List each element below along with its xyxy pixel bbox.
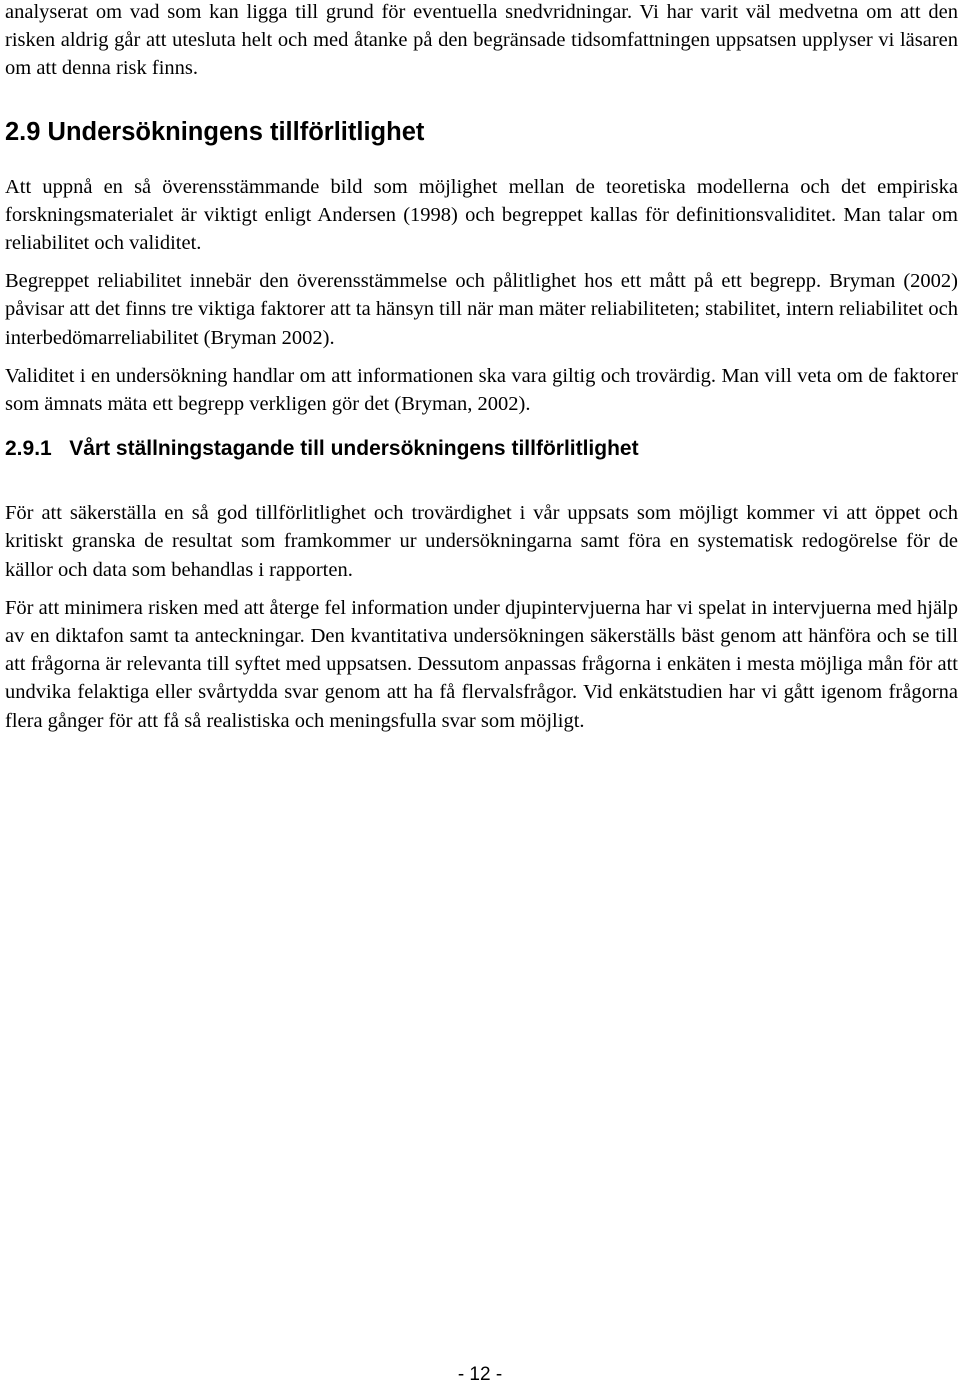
paragraph-granskning: För att säkerställa en så god tillförlitlighet och trovärdighet i vår uppsats som möjligt kommer vi att öppet och kritiskt granska de resultat som framkommer ur undersökningarna samt föra en systematisk redogörelse för de källor och data som behandlas i rapporten.	[5, 502, 958, 581]
page-number: - 12 -	[457, 1364, 503, 1385]
intro-paragraph: analyserat om vad som kan ligga till grund för eventuella snedvridningar. Vi har varit väl medvetna om att den risken aldrig går att utesluta helt och med åtanke på den begränsade tidsomfattningen uppsatsen upplyser vi läsaren om att denna risk finns.	[5, 1, 958, 80]
section-heading-2-9: 2.9 Undersökningens tillförlitlighet	[5, 117, 425, 146]
paragraph-metod: För att minimera risken med att återge fel information under djupintervjuerna har vi spelat in intervjuerna med hjälp av en diktafon samt ta anteckningar. Den kvantitativa undersökningen säkerställs bäst genom att hänföra och se till att frågorna är relevanta till syftet med uppsatsen. Dessutom anpassas frågorna i enkäten i mesta möjliga mån för att undvika felaktiga eller svårtydda svar genom att ha få flervalsfrågor. Vid enkätstudien har vi gått igenom frågorna flera gånger för att få så realistiska och meningsfulla svar som möjligt.	[5, 596, 958, 732]
document-page	[5, 0, 958, 735]
paragraph-reliabilitet: Begreppet reliabilitet innebär den överensstämmelse och pålitlighet hos ett mått på ett begrepp. Bryman (2002) påvisar att det finns tre viktiga faktorer att ta hänsyn till när man mäter reliabiliteten; stabilitet, intern reliabilitet och interbedömarreliabilitet (Bryman 2002).	[5, 270, 958, 349]
paragraph-definitionsvaliditet: Att uppnå en så överensstämmande bild som möjlighet mellan de teoretiska modellerna och det empiriska forskningsmaterialet är viktigt enligt Andersen (1998) och begreppet kallas för definitionsvaliditet. Man talar om reliabilitet och validitet.	[5, 175, 958, 255]
paragraph-validitet: Validitet i en undersökning handlar om att informationen ska vara giltig och trovärdig. Man vill veta om de faktorer som ämnats mäta ett begrepp verkligen gör det (Bryman, 2002).	[5, 364, 958, 416]
section-heading-2-9-1: 2.9.1 Vårt ställningstagande till undersökningens tillförlitlighet	[5, 437, 639, 461]
